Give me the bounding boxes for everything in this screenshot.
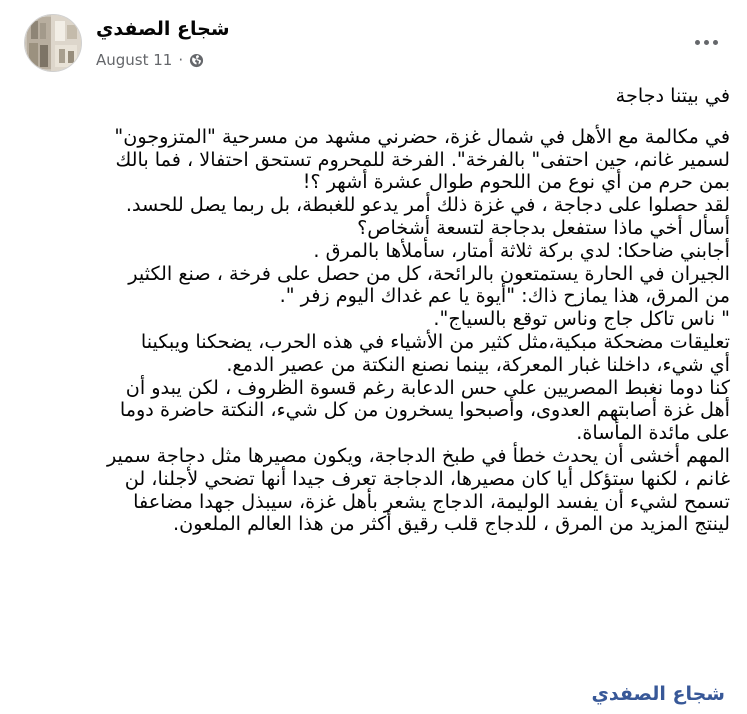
paragraph-gap <box>22 108 730 126</box>
avatar[interactable] <box>24 14 82 72</box>
dot <box>695 40 700 45</box>
globe-icon[interactable] <box>189 53 204 68</box>
post-line: تعليقات مضحكة مبكية،مثل كثير من الأشياء في هذه الحرب، يضحكنا ويبكينا <box>140 329 730 353</box>
more-options-icon[interactable] <box>688 24 724 60</box>
post-title: في بيتنا دجاجة <box>615 84 730 107</box>
post-line: في مكالمة مع الأهل في شمال غزة، حضرني مشهد من مسرحية "المتزوجون" <box>114 124 730 148</box>
post-line: على مائدة المأساة. <box>576 421 730 445</box>
post-line: أسأل أخي ماذا ستفعل بدجاجة لتسعة أشخاص؟ <box>357 215 730 239</box>
signature-link[interactable]: شجاع الصفدي <box>591 683 725 705</box>
post-line: أهل غزة أصابتهم العدوى، وأصبحوا يسخرون من كل شيء، النكتة حاضرة دوما <box>119 398 730 422</box>
post-line: لسمير غانم، حين احتفى" بالفرخة". الفرخة للمحروم تستحق احتفالا ، فما بالك <box>115 147 730 171</box>
dot <box>713 40 718 45</box>
post-line: " ناس تاكل جاج وناس توقع بالسياج". <box>433 307 730 331</box>
post-line: تسمح لشيء أن يفسد الوليمة، الدجاج يشعر بأهل غزة، سيبذل جهدا مضاعفا <box>133 489 730 513</box>
post-line: من المرق، هذا يمازح ذاك: "أيوة يا عم غداك اليوم زفر ". <box>279 284 730 308</box>
post-line: لينتج المزيد من المرق ، للدجاج قلب رقيق أكثر من هذا العالم الملعون. <box>173 512 730 536</box>
post-header <box>24 14 724 74</box>
dot <box>704 40 709 45</box>
post-date[interactable]: August 11 <box>96 51 173 69</box>
post-line: الجيران في الحارة يستمتعون بالرائحة، كل من حصل على فرخة ، صنع الكثير <box>128 261 730 285</box>
post-body <box>22 85 730 536</box>
meta-separator: · <box>178 51 184 69</box>
post-line: غانم ، لكنها ستؤكل أيا كان مصيرها، الدجاجة تعرف جيدا أنها تضحي لأجلنا، لن <box>124 466 730 490</box>
post-line: أي شيء، داخلنا غبار المعركة، بينما نصنع النكتة من عصير الدمع. <box>226 352 730 376</box>
post-meta <box>96 50 204 70</box>
post-line: كنا دوما نغبط المصريين على حس الدعابة رغم قسوة الظروف ، لكن يبدو أن <box>125 375 730 399</box>
author-name[interactable]: شجاع الصفدي <box>96 18 230 40</box>
post-line: بمن حرم من أي نوع من اللحوم طوال عشرة أشهر ؟! <box>302 170 730 194</box>
post-line: المهم أخشى أن يحدث خطأ في طبخ الدجاجة، ويكون مصيرها مثل دجاجة سمير <box>106 443 730 467</box>
post-line: أجابني ضاحكا: لدي بركة ثلاثة أمتار، سأملأها بالمرق . <box>313 238 730 262</box>
post-line: لقد حصلوا على دجاجة ، في غزة ذلك أمر يدعو للغبطة، بل ربما يصل للحسد. <box>125 193 730 217</box>
